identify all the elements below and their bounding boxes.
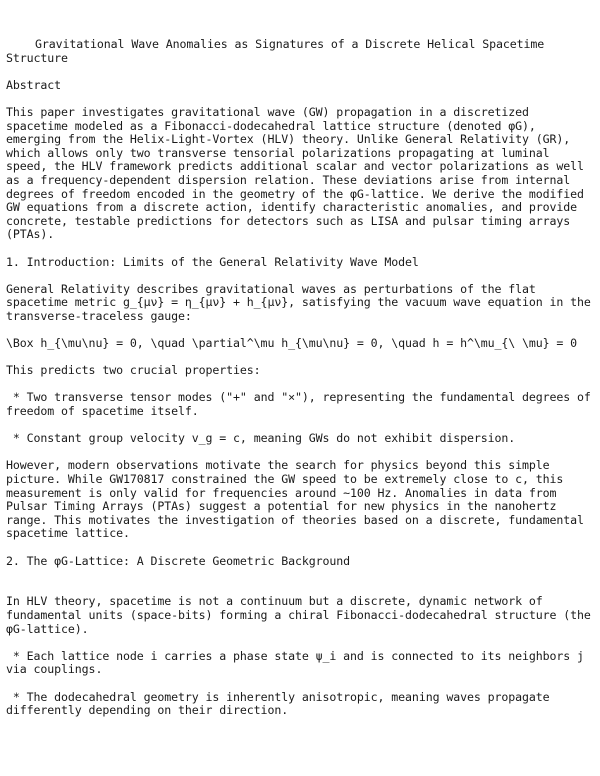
paper-title: Gravitational Wave Anomalies as Signatures of a Discrete Helical Spacetime Structure: [6, 37, 552, 65]
abstract-text: This paper investigates gravitational wave (GW) propagation in a discretized spacetime modeled as a Fibonacci-dodecahedral lattice structure (denoted φG), emerging from the Helix-Light-Vortex (HLV) theory. Unlike General Relativity (GR), which allows only two transverse tensorial polarizations propagating at luminal speed, the HLV framework predicts additional scalar and vector polarizations as well as a frequency-dependent dispersion relation. These deviations arise from internal degrees of freedom encoded in the geometry of the φG-lattice. We derive the modified GW equations from a discrete action, identify characteristic anomalies, and provide concrete, testable predictions for detectors such as LISA and pulsar timing arrays (PTAs).: [6, 104, 591, 242]
section-2-heading: 2. The φG-Lattice: A Discrete Geometric Background: [6, 553, 351, 568]
section-1-paragraph-1: General Relativity describes gravitational waves as perturbations of the flat spacetime metric g_{μν} = η_{μν} + h_{μν}, satisfying the vacuum wave equation in the transverse-traceless gauge:: [6, 281, 598, 323]
abstract-heading: Abstract: [6, 77, 62, 92]
section-1-heading: 1. Introduction: Limits of the General Relativity Wave Model: [6, 254, 419, 269]
section-1-paragraph-3: However, modern observations motivate the search for physics beyond this simple picture. While GW170817 constrained the GW speed to be extremely close to c, this measurement is only valid for frequencies around ~100 Hz. Anomalies in data from Pulsar Timing Arrays (PTAs) suggest a potential for new physics in the nanohertz range. This motivates the investigation of theories based on a discrete, fundamental spacetime lattice.: [6, 458, 591, 541]
section-1-equation: \Box h_{\mu\nu} = 0, \quad \partial^\mu h_{\mu\nu} = 0, \quad h = h^\mu_{\ \mu} = 0: [6, 336, 578, 351]
section-1-bullet-2: * Constant group velocity v_g = c, meaning GWs do not exhibit dispersion.: [6, 431, 516, 446]
section-2-bullet-2: * The dodecahedral geometry is inherently anisotropic, meaning waves propagate differently depending on their direction.: [6, 689, 557, 718]
section-2-paragraph-1: In HLV theory, spacetime is not a continuum but a discrete, dynamic network of fundamental units (space-bits) forming a chiral Fibonacci-dodecahedral structure (the φG-lattice).: [6, 594, 598, 636]
section-1-paragraph-2: This predicts two crucial properties:: [6, 363, 261, 378]
section-2-bullet-1: * Each lattice node i carries a phase state ψ_i and is connected to its neighbors j via couplings.: [6, 648, 591, 677]
section-1-bullet-1: * Two transverse tensor modes ("+" and "×"), representing the fundamental degrees of freedom of spacetime itself.: [6, 390, 598, 419]
paper-page: [6, 38, 596, 718]
